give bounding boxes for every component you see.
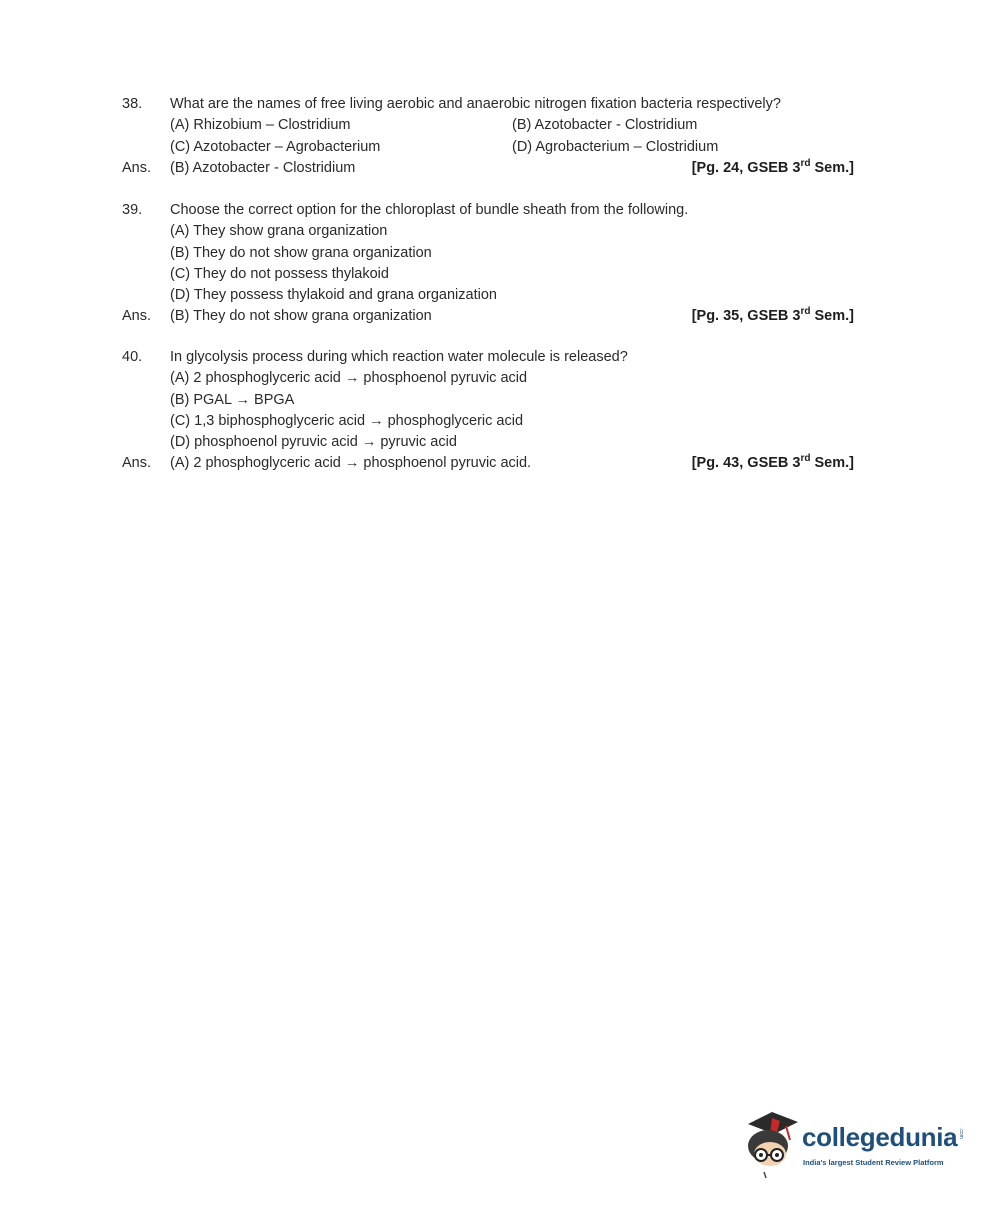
option-a: (A) They show grana organization	[170, 223, 388, 240]
answer-row	[122, 158, 862, 179]
source-reference: [Pg. 43, GSEB 3rd Sem.]	[691, 453, 854, 472]
option-c: (C) 1,3 biphosphoglyceric acid → phosphoglyceric acid	[170, 412, 524, 429]
answer-text: (A) 2 phosphoglyceric acid → phosphoenol pyruvic acid.	[170, 455, 532, 472]
answer-label: Ans.	[122, 308, 152, 325]
question-number: 39.	[122, 202, 143, 218]
option-a: (A) Rhizobium – Clostridium	[170, 117, 351, 134]
question-text: Choose the correct option for the chloroplast of bundle sheath from the following.	[170, 202, 689, 218]
question-number: 40.	[122, 349, 143, 365]
option-c: (C) They do not possess thylakoid	[170, 265, 389, 282]
answer-text: (B) Azotobacter - Clostridium	[170, 159, 356, 176]
question-40	[122, 347, 862, 475]
logo-wordmark: collegedunia	[802, 1122, 958, 1152]
answer-text: (B) They do not show grana organization	[170, 308, 432, 325]
option-d: (D) Agrobacterium – Clostridium	[512, 138, 719, 155]
answer-label: Ans.	[122, 159, 152, 176]
answer-label: Ans.	[122, 455, 152, 472]
logo-tagline: India's largest Student Review Platform	[803, 1158, 944, 1167]
question-38	[122, 94, 862, 179]
question-39	[122, 200, 862, 328]
question-text: In glycolysis process during which reaction water molecule is released?	[170, 349, 628, 365]
question-number: 38.	[122, 96, 143, 112]
option-d: (D) They possess thylakoid and grana organization	[170, 287, 497, 304]
option-d: (D) phosphoenol pyruvic acid → pyruvic acid	[170, 434, 457, 451]
option-b: (B) PGAL → BPGA	[170, 391, 295, 408]
collegedunia-logo	[742, 1106, 972, 1182]
source-reference: [Pg. 35, GSEB 3rd Sem.]	[691, 306, 854, 325]
logo-domain: .com	[958, 1128, 964, 1139]
source-reference: [Pg. 24, GSEB 3rd Sem.]	[691, 158, 854, 176]
option-c: (C) Azotobacter – Agrobacterium	[170, 138, 381, 155]
question-text: What are the names of free living aerobic and anaerobic nitrogen fixation bacteria respectively?	[170, 96, 781, 112]
option-b: (B) They do not show grana organization	[170, 244, 432, 261]
option-b: (B) Azotobacter - Clostridium	[512, 117, 698, 134]
answer-row	[122, 453, 862, 474]
mascot-icon	[742, 1106, 804, 1182]
answer-row	[122, 306, 862, 327]
option-a: (A) 2 phosphoglyceric acid → phosphoenol pyruvic acid	[170, 370, 528, 387]
